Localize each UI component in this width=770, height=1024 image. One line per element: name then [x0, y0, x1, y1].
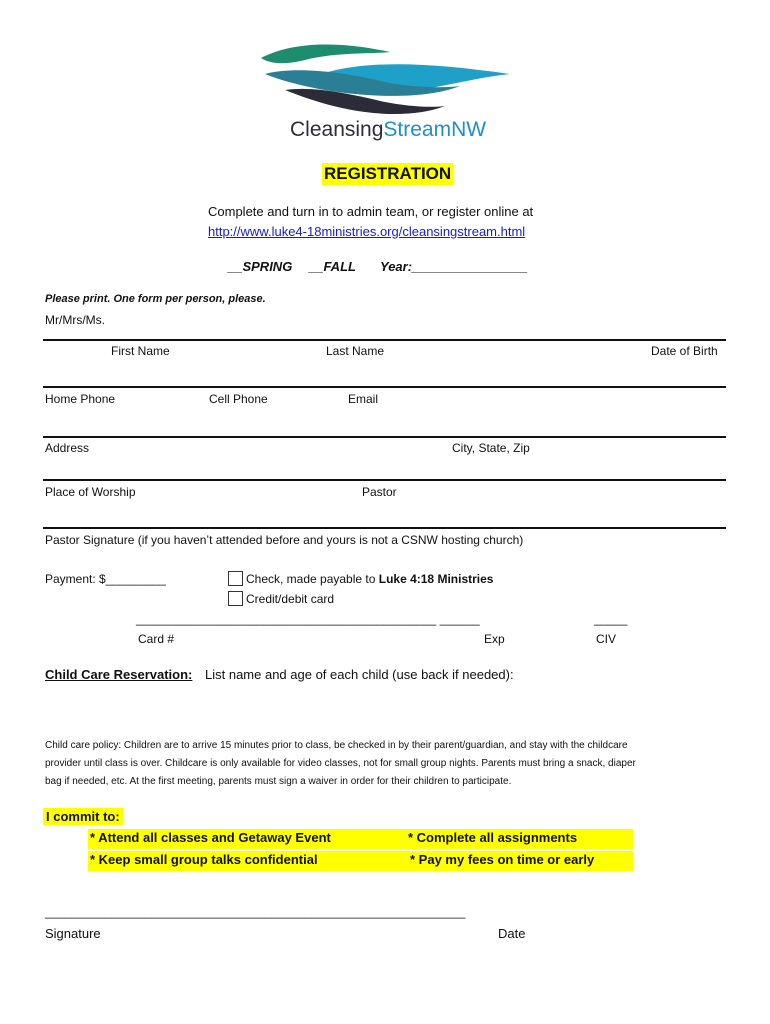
- last-name-label: Last Name: [326, 344, 385, 358]
- child-care-instructions: List name and age of each child (use back if needed):: [205, 667, 514, 682]
- credit-card-label: Credit/debit card: [246, 592, 335, 606]
- credit-card-checkbox[interactable]: [228, 591, 243, 606]
- check-payment-prefix: Check, made payable to: [246, 572, 379, 586]
- print-note: Please print. One form per person, please.: [45, 293, 266, 305]
- logo-wave-green: [261, 44, 390, 63]
- child-care-policy-line3: bag if needed, etc. At the first meeting, parents must sign a waiver in order for their children to participate.: [45, 776, 512, 787]
- card-number-line[interactable]: _____________________________________________ ______: [136, 612, 480, 626]
- cvv-line[interactable]: _____: [594, 612, 628, 626]
- pastor-label: Pastor: [362, 485, 397, 499]
- divider-name: [43, 339, 726, 341]
- commit-pay-fees: * Pay my fees on time or early: [410, 852, 595, 867]
- exp-label: Exp: [484, 632, 505, 646]
- year-field[interactable]: Year:________________: [380, 259, 528, 274]
- commit-attend-classes: * Attend all classes and Getaway Event: [90, 830, 331, 845]
- commit-row1: [88, 829, 633, 849]
- dob-label: Date of Birth: [651, 344, 718, 358]
- brand-name-part2: StreamNW: [383, 118, 487, 141]
- date-label: Date: [498, 926, 526, 941]
- divider-worship: [43, 479, 726, 481]
- pastor-signature-label: Pastor Signature (if you haven’t attended before and yours is not a CSNW hosting church): [45, 533, 524, 547]
- divider-pastor-signature: [43, 527, 726, 529]
- first-name-label: First Name: [111, 344, 170, 358]
- place-of-worship-label: Place of Worship: [45, 485, 136, 499]
- child-care-policy-line2: provider until class is over. Childcare is only available for video classes, not for small group nights. Parents must bring a snack, diaper: [45, 758, 636, 769]
- commit-row2: [88, 851, 633, 871]
- signature-line[interactable]: _______________________________________________________________: [45, 905, 466, 919]
- card-number-label: Card #: [138, 632, 175, 646]
- signature-label: Signature: [45, 926, 101, 941]
- commit-heading: I commit to:: [43, 808, 123, 825]
- salutation-label: Mr/Mrs/Ms.: [45, 313, 105, 327]
- commit-keep-confidential: * Keep small group talks confidential: [90, 852, 318, 867]
- city-state-zip-label: City, State, Zip: [452, 441, 530, 455]
- brand-name-part1: Cleansing: [290, 118, 384, 141]
- check-payment-label: [246, 572, 493, 586]
- address-label: Address: [45, 441, 90, 455]
- cleansing-stream-logo: [255, 38, 515, 120]
- divider-address: [43, 436, 726, 438]
- commit-complete-assignments: * Complete all assignments: [408, 830, 578, 845]
- home-phone-label: Home Phone: [45, 392, 116, 406]
- season-fall: __FALL: [309, 259, 356, 274]
- cell-phone-label: Cell Phone: [209, 392, 268, 406]
- email-label: Email: [348, 392, 379, 406]
- child-care-policy-line1: Child care policy: Children are to arrive 15 minutes prior to class, be checked in by their parent/guardian, and stay with the childcare: [45, 740, 628, 751]
- check-payee: Luke 4:18 Ministries: [378, 572, 494, 586]
- form-title: REGISTRATION: [324, 164, 452, 183]
- registration-link[interactable]: http://www.luke4-18ministries.org/cleansingstream.html: [208, 224, 526, 239]
- child-care-heading: Child Care Reservation:: [45, 667, 193, 682]
- intro-text: Complete and turn in to admin team, or register online at: [208, 204, 534, 219]
- brand-name: [290, 118, 486, 142]
- civ-label: CIV: [596, 632, 617, 646]
- payment-amount-field[interactable]: Payment: $_________: [45, 572, 166, 586]
- divider-phone: [43, 386, 726, 388]
- season-spring: __SPRING: [228, 259, 293, 274]
- check-payment-checkbox[interactable]: [228, 571, 243, 586]
